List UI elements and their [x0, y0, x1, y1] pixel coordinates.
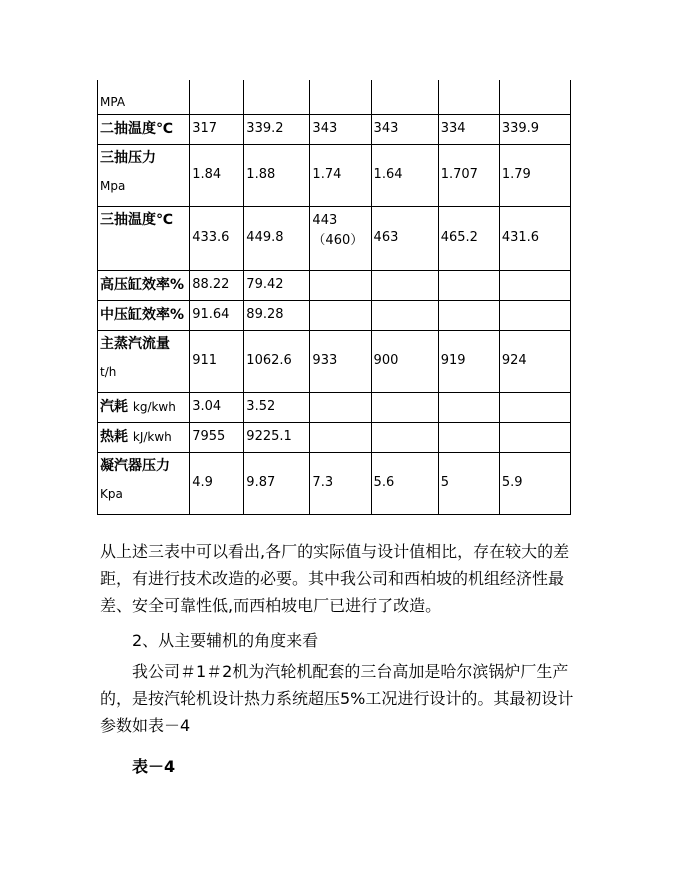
- table-cell: [371, 422, 438, 452]
- row-label: 三抽压力: [100, 149, 156, 166]
- table-cell: [499, 270, 570, 300]
- table-cell: [310, 270, 371, 300]
- table-cell: [438, 300, 499, 330]
- table-row: [98, 270, 571, 300]
- row-label-cell: [98, 144, 190, 206]
- paragraph-heater: 我公司＃1＃2机为汽轮机配套的三台高加是哈尔滨锅炉厂生产的，是按汽轮机设计热力系统超压5%工况进行设计的。其最初设计参数如表－4: [100, 662, 574, 735]
- section-heading: 2、从主要辅机的角度来看: [132, 631, 319, 650]
- table-cell: [190, 80, 244, 114]
- table-cell: 9225.1: [244, 422, 310, 452]
- row-unit: kg/kwh: [132, 400, 176, 414]
- table-row: [98, 392, 571, 422]
- table-cell: 919: [438, 330, 499, 392]
- table-cell: [310, 80, 371, 114]
- row-label-cell: [98, 392, 190, 422]
- table-cell: 1.84: [190, 144, 244, 206]
- row-label-cell: [98, 80, 190, 114]
- table-cell: 79.42: [244, 270, 310, 300]
- row-label-cell: [98, 452, 190, 514]
- table-row: [98, 330, 571, 392]
- row-label: 主蒸汽流量: [100, 335, 170, 352]
- row-unit: t/h: [100, 364, 117, 379]
- table-cell: 911: [190, 330, 244, 392]
- row-unit: MPA: [100, 94, 126, 109]
- row-unit: Kpa: [100, 486, 123, 501]
- table-cell: 9.87: [244, 452, 310, 514]
- table-row: [98, 144, 571, 206]
- row-label: 凝汽器压力: [100, 457, 170, 474]
- table-cell: [310, 300, 371, 330]
- table-cell: [499, 80, 570, 114]
- table-cell: 343: [310, 114, 371, 144]
- table-cell: 5.9: [499, 452, 570, 514]
- table-cell: 900: [371, 330, 438, 392]
- row-label: 高压缸效率%: [98, 270, 190, 300]
- table-row: [98, 206, 571, 270]
- row-label-cell: [98, 330, 190, 392]
- table-row: [98, 452, 571, 514]
- table-cell: 7955: [190, 422, 244, 452]
- table-cell: 4.9: [190, 452, 244, 514]
- table-row: [98, 300, 571, 330]
- table-row: [98, 80, 571, 114]
- table-cell: 924: [499, 330, 570, 392]
- table-cell: 317: [190, 114, 244, 144]
- table-cell: 339.2: [244, 114, 310, 144]
- paragraph-conclusion: 从上述三表中可以看出,各厂的实际值与设计值相比，存在较大的差距，有进行技术改造的必要。其中我公司和西柏坡的机组经济性最差、安全可靠性低,而西柏坡电厂已进行了改造。: [100, 542, 570, 615]
- table-cell: [499, 422, 570, 452]
- table-cell: [371, 270, 438, 300]
- table-cell: 1.88: [244, 144, 310, 206]
- table-cell: [371, 392, 438, 422]
- row-label-cell: [98, 422, 190, 452]
- table-cell: [438, 270, 499, 300]
- table-cell: [371, 300, 438, 330]
- table-cell: 88.22: [190, 270, 244, 300]
- row-label: 热耗: [100, 429, 128, 445]
- table-cell: 5: [438, 452, 499, 514]
- table-cell: 3.52: [244, 392, 310, 422]
- row-label: 汽耗: [100, 399, 128, 415]
- table-cell: 933: [310, 330, 371, 392]
- table-cell: 334: [438, 114, 499, 144]
- row-label: 二抽温度℃: [98, 114, 190, 144]
- row-unit: kJ/kwh: [132, 430, 172, 444]
- table-cell: 449.8: [244, 206, 310, 270]
- table-cell: [310, 392, 371, 422]
- row-label: 三抽温度℃: [98, 206, 190, 270]
- table-cell: 1.64: [371, 144, 438, 206]
- table-cell: [499, 392, 570, 422]
- table-cell: [438, 422, 499, 452]
- table-cell: 3.04: [190, 392, 244, 422]
- table-cell: 465.2: [438, 206, 499, 270]
- table-cell: 91.64: [190, 300, 244, 330]
- table-cell: 1062.6: [244, 330, 310, 392]
- table-cell: 443（460）: [310, 206, 371, 270]
- table-cell: 1.74: [310, 144, 371, 206]
- table-row: [98, 422, 571, 452]
- table-cell: 431.6: [499, 206, 570, 270]
- table-cell: 89.28: [244, 300, 310, 330]
- table-cell: [499, 300, 570, 330]
- table-cell: 463: [371, 206, 438, 270]
- table-caption: 表－4: [132, 757, 176, 776]
- table-cell: [244, 80, 310, 114]
- table-cell: 1.79: [499, 144, 570, 206]
- table-cell: [310, 422, 371, 452]
- table-cell: [371, 80, 438, 114]
- table-cell: 433.6: [190, 206, 244, 270]
- table-row: [98, 114, 571, 144]
- table-cell: [438, 392, 499, 422]
- row-unit: Mpa: [100, 178, 126, 193]
- parameter-table: [97, 80, 571, 515]
- row-label: 中压缸效率%: [98, 300, 190, 330]
- table-cell: 5.6: [371, 452, 438, 514]
- table-cell: 339.9: [499, 114, 570, 144]
- table-cell: [438, 80, 499, 114]
- table-cell: 1.707: [438, 144, 499, 206]
- table-cell: 7.3: [310, 452, 371, 514]
- table-cell: 343: [371, 114, 438, 144]
